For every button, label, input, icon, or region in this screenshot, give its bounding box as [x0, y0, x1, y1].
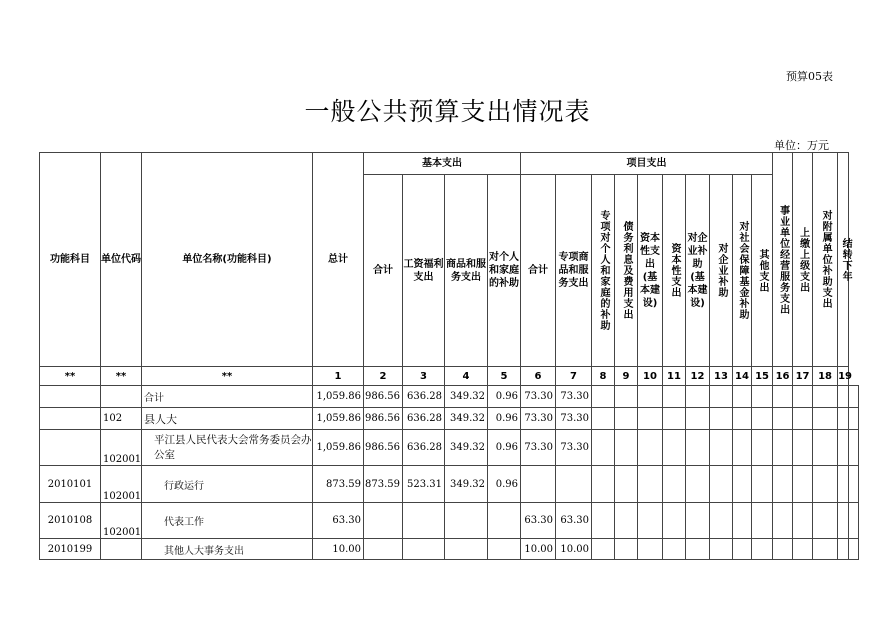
- row-name: 代表工作: [142, 503, 313, 539]
- col-number: 12: [686, 367, 710, 386]
- header-proj-goods: 专项商品和服务支出: [556, 175, 592, 367]
- header-capital-text: 资本性支出: [669, 243, 680, 298]
- value-cell: 10.00: [556, 539, 592, 560]
- header-goods: 商品和服务支出: [445, 175, 488, 367]
- value-cell: [556, 466, 592, 503]
- col-number: 15: [752, 367, 773, 386]
- value-cell: 73.30: [521, 430, 556, 466]
- form-code: 预算05表: [786, 70, 833, 83]
- col-number: 19: [838, 367, 848, 386]
- row-name: 县人大: [142, 408, 313, 430]
- row-subject: 2010101: [40, 466, 101, 503]
- header-enterprise-text: 对企业补助: [716, 243, 727, 298]
- col-number: 6: [521, 367, 556, 386]
- unit-label: 单位：万元: [774, 139, 829, 152]
- value-cell: 0.96: [488, 408, 521, 430]
- header-social: [733, 175, 752, 367]
- header-upper: [793, 153, 813, 367]
- table-row: [40, 503, 859, 539]
- value-cell: 986.56: [364, 430, 403, 466]
- value-cell: 0.96: [488, 466, 521, 503]
- value-cell: 636.28: [403, 430, 445, 466]
- col-number: 3: [403, 367, 445, 386]
- header-carryover-text: 结转下年: [840, 237, 852, 282]
- header-unit-name: 单位名称(功能科目): [142, 153, 313, 367]
- value-cell: [445, 503, 488, 539]
- value-cell: 349.32: [445, 466, 488, 503]
- col-number: 7: [556, 367, 592, 386]
- value-cell: [488, 539, 521, 560]
- row-code: 102001: [101, 503, 142, 539]
- value-cell: [403, 539, 445, 560]
- row-code: [101, 386, 142, 408]
- value-cell: 63.30: [521, 503, 556, 539]
- header-carryover: [838, 153, 852, 367]
- value-cell: 986.56: [364, 408, 403, 430]
- header-basic-total: 合计: [364, 175, 403, 367]
- table-row: [40, 430, 859, 466]
- header-subsidiary-text: 对附属单位补助支出: [820, 210, 832, 309]
- table-row: [40, 539, 859, 560]
- value-cell: 10.00: [313, 539, 364, 560]
- header-other-text: 其他支出: [757, 248, 769, 293]
- header-unit-code: 单位代码: [101, 153, 142, 367]
- value-cell: [445, 539, 488, 560]
- header-personal: 对个人和家庭的补助: [488, 175, 521, 367]
- header-business: [773, 153, 793, 367]
- row-subject: [40, 430, 101, 466]
- row-name: 行政运行: [142, 466, 313, 503]
- value-cell: 636.28: [403, 408, 445, 430]
- header-debt-text: 债务利息及费用支出: [621, 221, 632, 320]
- value-cell: 1,059.86: [313, 408, 364, 430]
- value-cell: 636.28: [403, 386, 445, 408]
- value-cell: 63.30: [556, 503, 592, 539]
- marker-cell: **: [101, 367, 142, 386]
- col-number: 5: [488, 367, 521, 386]
- value-cell: 73.30: [521, 386, 556, 408]
- header-subsidiary: [813, 153, 838, 367]
- header-salary: 工资福利支出: [403, 175, 445, 367]
- value-cell: 73.30: [521, 408, 556, 430]
- value-cell: [521, 466, 556, 503]
- header-capital: [663, 175, 686, 367]
- row-code: 102: [101, 408, 142, 430]
- value-cell: 873.59: [313, 466, 364, 503]
- col-number: 11: [663, 367, 686, 386]
- header-social-text: 对社会保障基金补助: [737, 221, 748, 320]
- value-cell: [403, 503, 445, 539]
- value-cell: [364, 539, 403, 560]
- value-cell: 523.31: [403, 466, 445, 503]
- header-debt: [615, 175, 638, 367]
- header-func-subject: 功能科目: [40, 153, 101, 367]
- value-cell: 873.59: [364, 466, 403, 503]
- page-title: 一般公共预算支出情况表: [304, 97, 591, 126]
- header-basic: 基本支出: [364, 153, 521, 175]
- marker-cell: **: [40, 367, 101, 386]
- value-cell: 0.96: [488, 386, 521, 408]
- value-cell: 1,059.86: [313, 430, 364, 466]
- value-cell: [364, 503, 403, 539]
- value-cell: 10.00: [521, 539, 556, 560]
- value-cell: 986.56: [364, 386, 403, 408]
- header-upper-text: 上缴上级支出: [797, 226, 809, 293]
- value-cell: 349.32: [445, 386, 488, 408]
- header-other: [752, 175, 773, 367]
- header-capital-build: 资本性支出(基本建设): [638, 175, 663, 367]
- col-number: 10: [638, 367, 663, 386]
- row-name: 平江县人民代表大会常务委员会办公室: [142, 430, 313, 466]
- row-code: 102001: [101, 430, 142, 466]
- table-row: [40, 408, 859, 430]
- col-number: 2: [364, 367, 403, 386]
- col-number: 17: [793, 367, 813, 386]
- table-row: [40, 466, 859, 503]
- col-number: 16: [773, 367, 793, 386]
- value-cell: 1,059.86: [313, 386, 364, 408]
- value-cell: 349.32: [445, 430, 488, 466]
- value-cell: 0.96: [488, 430, 521, 466]
- value-cell: 349.32: [445, 408, 488, 430]
- col-number: 8: [592, 367, 615, 386]
- value-cell: 73.30: [556, 408, 592, 430]
- col-number: 1: [313, 367, 364, 386]
- header-enterprise: [710, 175, 733, 367]
- col-number: 4: [445, 367, 488, 386]
- header-proj-personal-text: 专项对个人和家庭的补助: [598, 210, 609, 331]
- header-project: 项目支出: [521, 153, 773, 175]
- header-proj-personal: [592, 175, 615, 367]
- header-business-text: 事业单位经营服务支出: [777, 204, 789, 315]
- row-code: 102001: [101, 466, 142, 503]
- header-total: 总计: [313, 153, 364, 367]
- row-code: [101, 539, 142, 560]
- header-enterprise-build: 对企业补助(基本建设): [686, 175, 710, 367]
- table-row: [40, 386, 859, 408]
- value-cell: 63.30: [313, 503, 364, 539]
- col-number: 9: [615, 367, 638, 386]
- row-name: 合计: [142, 386, 313, 408]
- row-name: 其他人大事务支出: [142, 539, 313, 560]
- col-number: 18: [813, 367, 838, 386]
- value-cell: 73.30: [556, 430, 592, 466]
- row-subject: 2010108: [40, 503, 101, 539]
- col-number: 14: [733, 367, 752, 386]
- marker-cell: **: [142, 367, 313, 386]
- header-proj-total: 合计: [521, 175, 556, 367]
- value-cell: 73.30: [556, 386, 592, 408]
- budget-table: [39, 152, 859, 560]
- row-subject: [40, 408, 101, 430]
- row-subject: 2010199: [40, 539, 101, 560]
- col-number: 13: [710, 367, 733, 386]
- row-subject: [40, 386, 101, 408]
- value-cell: [488, 503, 521, 539]
